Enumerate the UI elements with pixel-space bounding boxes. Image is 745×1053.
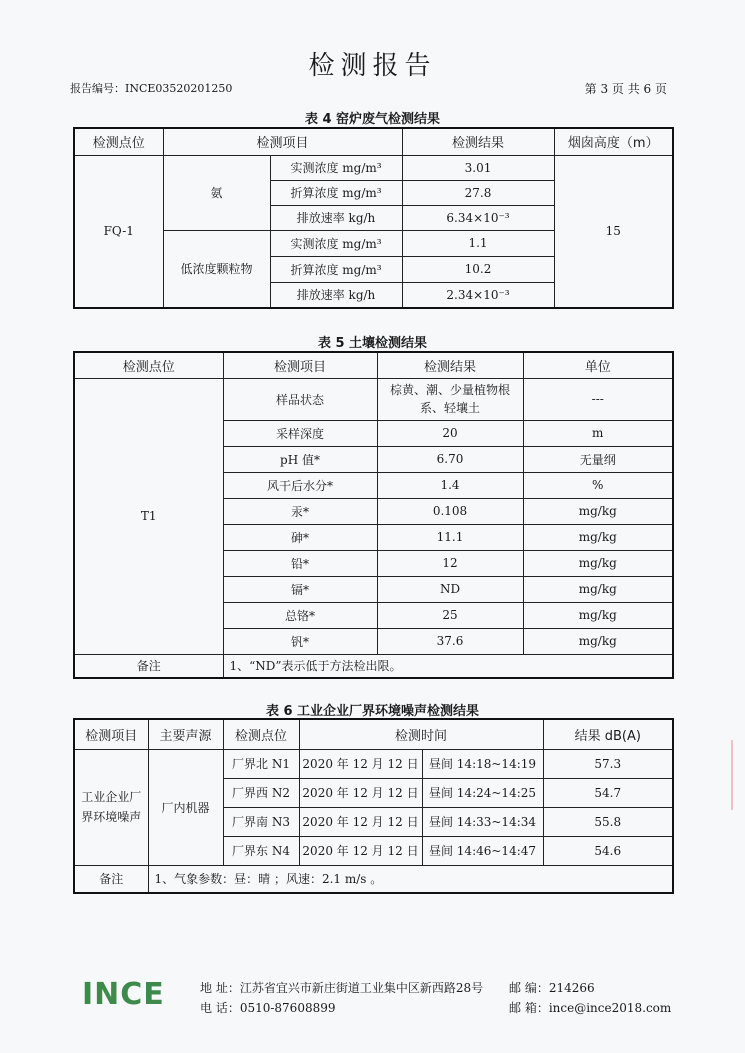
table5-header-point: 检测点位 [74,352,223,378]
table4-caption: 表 4 窑炉废气检测结果 [304,112,441,127]
table5-header-unit: 单位 [523,352,673,378]
footer-address: 地 址：江苏省宜兴市新庄街道工业集中区新西路28号 [200,981,484,995]
table5-header-result: 检测结果 [377,352,523,378]
table6-header-point: 检测点位 [223,719,299,749]
table-row [74,749,673,778]
table6-time: 昼间 14:18~14:19 [422,749,543,778]
table4-result: 2.34×10⁻³ [402,282,554,308]
table5-item: 铅* [223,550,377,576]
table6-date: 2020 年 12 月 12 日 [299,778,422,807]
table6-date: 2020 年 12 月 12 日 [299,807,422,836]
table4-group-name: 低浓度颗粒物 [163,230,270,308]
page-title: 检测报告 [308,51,437,81]
table5-caption: 表 5 土壤检测结果 [317,336,428,351]
table5-item: 镉* [223,576,377,602]
table6-result: 55.8 [543,807,673,836]
table4-item: 折算浓度 mg/m³ [270,180,402,205]
table6-caption: 表 6 工业企业厂界环境噪声检测结果 [265,704,480,719]
table5-unit: mg/kg [523,498,673,524]
table5-item: 采样深度 [223,420,377,446]
table5-unit: mg/kg [523,524,673,550]
table5-result: 37.6 [377,628,523,654]
table4-item: 排放速率 kg/h [270,282,402,308]
table4-header-height: 烟囱高度（m） [554,128,673,155]
table5-header-row [74,352,673,378]
table6-date: 2020 年 12 月 12 日 [299,836,422,865]
footer-email: 邮 箱：ince@ince2018.com [509,1001,672,1015]
table4-result: 3.01 [402,155,554,180]
table4-header-row [74,128,673,155]
seal-stamp-edge [731,740,745,810]
table5-unit: --- [523,378,673,420]
table5-item: 总铬* [223,602,377,628]
table5-item: 风干后水分* [223,472,377,498]
ince-logo: INCE [82,977,165,1012]
table5 [73,351,674,679]
table5-remark: 1、“ND”表示低于方法检出限。 [223,654,673,678]
table4 [73,127,674,309]
table6 [73,718,674,894]
page-number: 第 3 页 共 6 页 [584,82,667,96]
table4-item: 排放速率 kg/h [270,205,402,230]
table4-result: 27.8 [402,180,554,205]
table5-result: 6.70 [377,446,523,472]
table5-point: T1 [74,378,223,654]
table6-result: 57.3 [543,749,673,778]
table5-result: 1.4 [377,472,523,498]
report-number: 报告编号：INCE03520201250 [70,82,233,95]
table6-item: 工业企业厂界环境噪声 [74,749,148,865]
table4-item: 实测浓度 mg/m³ [270,155,402,180]
table5-unit: % [523,472,673,498]
table6-remark-label: 备注 [74,865,148,893]
table5-item: pH 值* [223,446,377,472]
table6-header-row [74,719,673,749]
table5-result: 20 [377,420,523,446]
table6-point: 厂界南 N3 [223,807,299,836]
table5-result: 0.108 [377,498,523,524]
table5-unit: mg/kg [523,628,673,654]
table5-item: 钒* [223,628,377,654]
table6-point: 厂界西 N2 [223,778,299,807]
table5-result: ND [377,576,523,602]
table5-item: 砷* [223,524,377,550]
table6-remark-row [74,865,673,893]
table5-item: 样品状态 [223,378,377,420]
table6-header-source: 主要声源 [148,719,223,749]
table5-result: 棕黄、潮、少量植物根系、轻壤土 [377,378,523,420]
table5-result: 25 [377,602,523,628]
table5-item: 汞* [223,498,377,524]
table5-header-item: 检测项目 [223,352,377,378]
table6-time: 昼间 14:33~14:34 [422,807,543,836]
table5-unit: mg/kg [523,550,673,576]
table5-result: 12 [377,550,523,576]
table6-result: 54.6 [543,836,673,865]
table6-source: 厂内机器 [148,749,223,865]
table4-result: 10.2 [402,256,554,282]
table6-result: 54.7 [543,778,673,807]
table6-point: 厂界北 N1 [223,749,299,778]
table6-header-result: 结果 dB(A) [543,719,673,749]
table6-header-item: 检测项目 [74,719,148,749]
table6-time: 昼间 14:24~14:25 [422,778,543,807]
table4-item: 折算浓度 mg/m³ [270,256,402,282]
footer-phone: 电 话：0510-87608899 [200,1001,336,1015]
table6-time: 昼间 14:46~14:47 [422,836,543,865]
table-row [74,155,673,180]
table4-item: 实测浓度 mg/m³ [270,230,402,256]
table-row [74,378,673,420]
table5-unit: 无量纲 [523,446,673,472]
footer-postcode: 邮 编：214266 [509,981,595,995]
table4-point: FQ-1 [74,155,163,308]
table5-unit: m [523,420,673,446]
table5-unit: mg/kg [523,602,673,628]
table5-remark-label: 备注 [74,654,223,678]
table5-unit: mg/kg [523,576,673,602]
table6-header-time: 检测时间 [299,719,543,749]
table6-point: 厂界东 N4 [223,836,299,865]
table6-remark: 1、气象参数：昼：晴 ；风速：2.1 m/s 。 [148,865,673,893]
table4-header-result: 检测结果 [402,128,554,155]
table4-result: 1.1 [402,230,554,256]
table4-header-point: 检测点位 [74,128,163,155]
table5-remark-row [74,654,673,678]
table4-result: 6.34×10⁻³ [402,205,554,230]
table4-group-name: 氨 [163,155,270,230]
table4-header-item: 检测项目 [163,128,402,155]
table5-result: 11.1 [377,524,523,550]
table6-date: 2020 年 12 月 12 日 [299,749,422,778]
table4-height: 15 [554,155,673,308]
